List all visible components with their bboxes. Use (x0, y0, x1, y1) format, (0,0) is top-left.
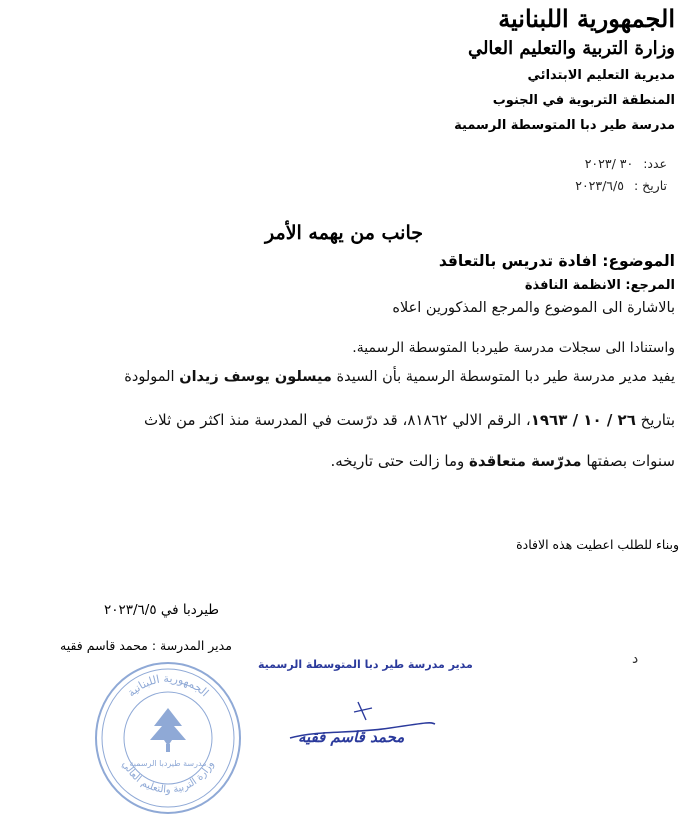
letterhead-region: المنطقة التربوية في الجنوب (492, 93, 675, 108)
seal-text-top: الجمهورية اللبنانية (124, 671, 212, 700)
reference-number (585, 156, 667, 171)
reference-number-label: عدد: (643, 156, 667, 171)
letterhead-directorate: مديرية التعليم الابتدائي (527, 68, 675, 83)
letterhead-school: مدرسة طير دبا المتوسطة الرسمية (454, 118, 675, 133)
closing-line: وبناء للطلب اعطيت هذه الافادة (516, 537, 679, 552)
seal-text-bottom: وزارة التربية والتعليم العالي (119, 759, 217, 796)
reference-line: المرجع: الانظمة النافذة (524, 278, 675, 293)
signature-director-line: مدير المدرسة : محمد قاسم فقيه (60, 638, 232, 653)
reference-date-value: ٢٠٢٣/٦/٥ (575, 178, 624, 193)
birth-prefix: بتاريخ (635, 411, 675, 429)
status-prefix: سنوات بصفتها (581, 452, 675, 470)
paragraph-birth (144, 411, 675, 429)
paragraph-statement (124, 369, 675, 385)
reference-number-value: ٣٠ /٢٠٢٣ (584, 156, 634, 171)
birth-date: ٢٦ / ١٠ / ١٩٦٣ (530, 411, 636, 429)
status-suffix: وما زالت حتى تاريخه. (330, 452, 470, 470)
reference-date-label: تاريخ : (633, 178, 667, 193)
statement-suffix: المولودة (124, 369, 180, 385)
stamp-name: محمد قاسم فقيه (298, 728, 405, 746)
seal-center-text: مدرسة طيردبا الرسمية (129, 759, 207, 768)
document-title: جانب من يهمه الأمر (265, 222, 423, 244)
statement-prefix: يفيد مدير مدرسة طير دبا المتوسطة الرسمية بأن السيدة (331, 369, 675, 385)
signature-place-date: طيردبا في ٢٠٢٣/٦/٥ (104, 602, 220, 618)
signature-mark: د (632, 651, 639, 667)
person-name: ميسلون يوسف زيدان (179, 369, 332, 385)
paragraph-records: واستنادا الى سجلات مدرسة طيردبا المتوسطة الرسمية. (352, 340, 675, 356)
subject-line: الموضوع: افادة تدريس بالتعاقد (438, 252, 675, 270)
reference-date (575, 178, 667, 193)
letterhead-republic: الجمهورية اللبنانية (498, 4, 675, 33)
official-seal (92, 660, 244, 816)
status-value: مدرّسة متعاقدة (469, 452, 582, 470)
paragraph-intro: بالاشارة الى الموضوع والمرجع المذكورين اعلاه (392, 300, 675, 316)
birth-suffix: ، الرقم الالي ٨١٨٦٢، قد درّست في المدرسة منذ اكثر من ثلاث (144, 411, 531, 429)
letterhead-ministry: وزارة التربية والتعليم العالي (467, 38, 675, 59)
paragraph-status (330, 452, 675, 470)
cedar-icon (150, 708, 186, 752)
stamp-title: مدير مدرسة طير دبا المتوسطة الرسمية (258, 658, 473, 671)
